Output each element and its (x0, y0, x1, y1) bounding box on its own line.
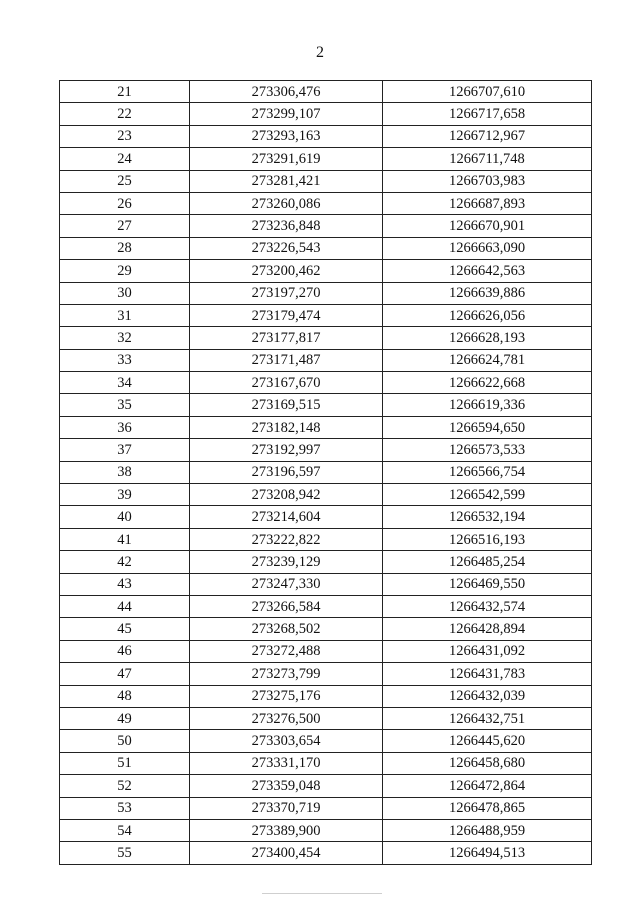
table-row (60, 484, 592, 506)
x-coordinate-cell: 273177,817 (190, 327, 383, 349)
y-coordinate-cell: 1266573,533 (383, 439, 592, 461)
point-number-cell: 24 (60, 148, 190, 170)
y-coordinate-cell: 1266488,959 (383, 819, 592, 841)
table-row (60, 327, 592, 349)
point-number-cell: 36 (60, 416, 190, 438)
point-number-cell: 42 (60, 551, 190, 573)
x-coordinate-cell: 273171,487 (190, 349, 383, 371)
y-coordinate-cell: 1266472,864 (383, 775, 592, 797)
y-coordinate-cell: 1266639,886 (383, 282, 592, 304)
table-row (60, 148, 592, 170)
x-coordinate-cell: 273179,474 (190, 304, 383, 326)
table-row (60, 506, 592, 528)
table-row (60, 439, 592, 461)
y-coordinate-cell: 1266670,901 (383, 215, 592, 237)
x-coordinate-cell: 273370,719 (190, 797, 383, 819)
table-row (60, 752, 592, 774)
point-number-cell: 26 (60, 192, 190, 214)
table-row (60, 640, 592, 662)
page-number: 2 (316, 44, 324, 61)
y-coordinate-cell: 1266432,751 (383, 707, 592, 729)
y-coordinate-cell: 1266566,754 (383, 461, 592, 483)
point-number-cell: 35 (60, 394, 190, 416)
point-number-cell: 44 (60, 595, 190, 617)
x-coordinate-cell: 273293,163 (190, 125, 383, 147)
point-number-cell: 28 (60, 237, 190, 259)
x-coordinate-cell: 273306,476 (190, 81, 383, 103)
point-number-cell: 40 (60, 506, 190, 528)
table-row (60, 394, 592, 416)
point-number-cell: 43 (60, 573, 190, 595)
x-coordinate-cell: 273200,462 (190, 260, 383, 282)
y-coordinate-cell: 1266594,650 (383, 416, 592, 438)
x-coordinate-cell: 273182,148 (190, 416, 383, 438)
point-number-cell: 46 (60, 640, 190, 662)
x-coordinate-cell: 273222,822 (190, 528, 383, 550)
bottom-divider (262, 893, 382, 894)
x-coordinate-cell: 273299,107 (190, 103, 383, 125)
table-row (60, 595, 592, 617)
y-coordinate-cell: 1266428,894 (383, 618, 592, 640)
y-coordinate-cell: 1266494,513 (383, 842, 592, 864)
table-row (60, 775, 592, 797)
x-coordinate-cell: 273359,048 (190, 775, 383, 797)
point-number-cell: 37 (60, 439, 190, 461)
y-coordinate-cell: 1266432,574 (383, 595, 592, 617)
table-row (60, 685, 592, 707)
point-number-cell: 39 (60, 484, 190, 506)
table-row (60, 237, 592, 259)
y-coordinate-cell: 1266687,893 (383, 192, 592, 214)
point-number-cell: 52 (60, 775, 190, 797)
y-coordinate-cell: 1266431,783 (383, 663, 592, 685)
point-number-cell: 25 (60, 170, 190, 192)
table-row (60, 707, 592, 729)
x-coordinate-cell: 273214,604 (190, 506, 383, 528)
y-coordinate-cell: 1266532,194 (383, 506, 592, 528)
x-coordinate-cell: 273167,670 (190, 372, 383, 394)
table-row (60, 170, 592, 192)
point-number-cell: 34 (60, 372, 190, 394)
point-number-cell: 48 (60, 685, 190, 707)
x-coordinate-cell: 273331,170 (190, 752, 383, 774)
table-row (60, 192, 592, 214)
x-coordinate-cell: 273247,330 (190, 573, 383, 595)
point-number-cell: 22 (60, 103, 190, 125)
y-coordinate-cell: 1266431,092 (383, 640, 592, 662)
point-number-cell: 32 (60, 327, 190, 349)
table-row (60, 618, 592, 640)
point-number-cell: 41 (60, 528, 190, 550)
table-row (60, 304, 592, 326)
y-coordinate-cell: 1266711,748 (383, 148, 592, 170)
table-row (60, 103, 592, 125)
point-number-cell: 23 (60, 125, 190, 147)
y-coordinate-cell: 1266626,056 (383, 304, 592, 326)
point-number-cell: 31 (60, 304, 190, 326)
table-row (60, 416, 592, 438)
point-number-cell: 21 (60, 81, 190, 103)
x-coordinate-cell: 273389,900 (190, 819, 383, 841)
y-coordinate-cell: 1266642,563 (383, 260, 592, 282)
x-coordinate-cell: 273273,799 (190, 663, 383, 685)
y-coordinate-cell: 1266542,599 (383, 484, 592, 506)
table-row (60, 551, 592, 573)
x-coordinate-cell: 273281,421 (190, 170, 383, 192)
table-row (60, 372, 592, 394)
y-coordinate-cell: 1266485,254 (383, 551, 592, 573)
table-row (60, 819, 592, 841)
x-coordinate-cell: 273303,654 (190, 730, 383, 752)
y-coordinate-cell: 1266712,967 (383, 125, 592, 147)
x-coordinate-cell: 273226,543 (190, 237, 383, 259)
y-coordinate-cell: 1266717,658 (383, 103, 592, 125)
table-row (60, 573, 592, 595)
x-coordinate-cell: 273275,176 (190, 685, 383, 707)
y-coordinate-cell: 1266469,550 (383, 573, 592, 595)
point-number-cell: 27 (60, 215, 190, 237)
y-coordinate-cell: 1266622,668 (383, 372, 592, 394)
point-number-cell: 45 (60, 618, 190, 640)
table-row (60, 461, 592, 483)
table-row (60, 349, 592, 371)
table-row (60, 125, 592, 147)
x-coordinate-cell: 273400,454 (190, 842, 383, 864)
point-number-cell: 51 (60, 752, 190, 774)
y-coordinate-cell: 1266432,039 (383, 685, 592, 707)
x-coordinate-cell: 273196,597 (190, 461, 383, 483)
y-coordinate-cell: 1266663,090 (383, 237, 592, 259)
table-row (60, 528, 592, 550)
y-coordinate-cell: 1266707,610 (383, 81, 592, 103)
table-row (60, 842, 592, 864)
y-coordinate-cell: 1266516,193 (383, 528, 592, 550)
x-coordinate-cell: 273268,502 (190, 618, 383, 640)
point-number-cell: 30 (60, 282, 190, 304)
coordinates-table-body (60, 81, 592, 865)
point-number-cell: 53 (60, 797, 190, 819)
table-row (60, 81, 592, 103)
point-number-cell: 54 (60, 819, 190, 841)
point-number-cell: 50 (60, 730, 190, 752)
table-row (60, 797, 592, 819)
point-number-cell: 29 (60, 260, 190, 282)
x-coordinate-cell: 273276,500 (190, 707, 383, 729)
table-row (60, 282, 592, 304)
x-coordinate-cell: 273169,515 (190, 394, 383, 416)
table-row (60, 663, 592, 685)
x-coordinate-cell: 273272,488 (190, 640, 383, 662)
x-coordinate-cell: 273291,619 (190, 148, 383, 170)
x-coordinate-cell: 273208,942 (190, 484, 383, 506)
point-number-cell: 47 (60, 663, 190, 685)
y-coordinate-cell: 1266703,983 (383, 170, 592, 192)
table-row (60, 730, 592, 752)
x-coordinate-cell: 273266,584 (190, 595, 383, 617)
y-coordinate-cell: 1266619,336 (383, 394, 592, 416)
y-coordinate-cell: 1266445,620 (383, 730, 592, 752)
point-number-cell: 38 (60, 461, 190, 483)
x-coordinate-cell: 273239,129 (190, 551, 383, 573)
x-coordinate-cell: 273236,848 (190, 215, 383, 237)
y-coordinate-cell: 1266628,193 (383, 327, 592, 349)
y-coordinate-cell: 1266478,865 (383, 797, 592, 819)
y-coordinate-cell: 1266458,680 (383, 752, 592, 774)
x-coordinate-cell: 273192,997 (190, 439, 383, 461)
point-number-cell: 49 (60, 707, 190, 729)
point-number-cell: 55 (60, 842, 190, 864)
coordinates-table (59, 80, 592, 865)
x-coordinate-cell: 273260,086 (190, 192, 383, 214)
table-row (60, 260, 592, 282)
y-coordinate-cell: 1266624,781 (383, 349, 592, 371)
x-coordinate-cell: 273197,270 (190, 282, 383, 304)
table-row (60, 215, 592, 237)
point-number-cell: 33 (60, 349, 190, 371)
